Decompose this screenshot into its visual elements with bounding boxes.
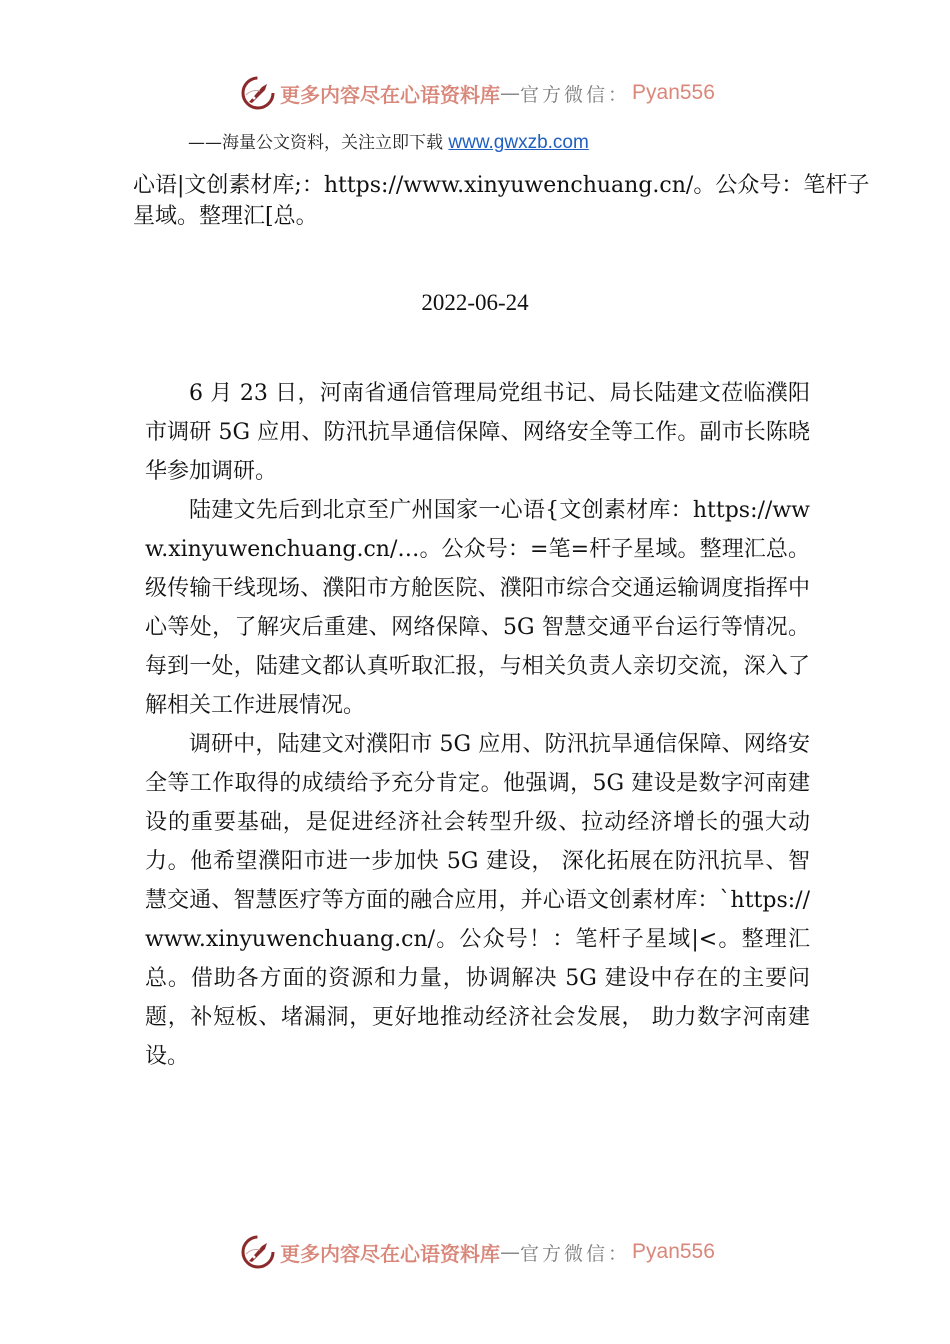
gwxzb-link[interactable]: www.gwxzb.com (448, 132, 589, 153)
wechat-label: 官方微信： (520, 83, 631, 106)
paragraph: 6 月 23 日，河南省通信管理局党组书记、局长陆建文莅临濮阳市调研 5G 应用、防汛抗旱通信保障、网络安全等工作。副市长陈晓华参加调研。 (145, 381, 810, 484)
quill-logo-icon (240, 75, 276, 111)
wechat-id: Pyan556 (632, 1240, 715, 1263)
subline-text: ——海量公文资料，关注立即下载 (188, 133, 449, 153)
download-subline (188, 128, 589, 154)
wechat-id: Pyan556 (632, 81, 715, 104)
wechat-label: 官方微信： (520, 1242, 631, 1265)
header-banner (240, 73, 715, 113)
footer-banner (240, 1232, 715, 1272)
banner-dash: — (500, 1240, 520, 1264)
intro-text: 心语|文创素材库;：https://www.xinyuwenchuang.cn/。公众号：笔杆子星域。整理汇[总。 (133, 173, 870, 229)
article-body (145, 374, 810, 1076)
paragraph: 陆建文先后到北京至广州国家一心语{文创素材库：https://www.xinyuwenchuang.cn/…。公众号：=笔=杆子星域。整理汇总。级传输干线现场、濮阳市方舱医院、濮阳市综合交通运输调度指挥中心等处，了解灾后重建、网络保障、5G 智慧交通平台运行等情况。每到一处，陆建文都认真听取汇报，与相关负责人亲切交流，深入了解相关工作进展情况。 (145, 498, 810, 718)
quill-logo-icon (240, 1234, 276, 1270)
banner-dash: — (500, 81, 520, 105)
article-date: 2022-06-24 (421, 290, 529, 315)
promo-text: 更多内容尽在心语资料库 (280, 1241, 500, 1266)
paragraph: 调研中，陆建文对濮阳市 5G 应用、防汛抗旱通信保障、网络安全等工作取得的成绩给予充分肯定。他强调，5G 建设是数字河南建设的重要基础，是促进经济社会转型升级、拉动经济增长的强大动力。他希望濮阳市进一步加快 5G 建设， 深化拓展在防汛抗旱、智慧交通、智慧医疗等方面的融合应用，并心语文创素材库：`https://www.xinyuwenchuang.cn/。公众号！：笔杆子星域|<。整理汇总。借助各方面的资源和力量，协调解决 5G 建设中存在的主要问题，补短板、堵漏洞，更好地推动经济社会发展， 助力数字河南建设。 (145, 732, 810, 1069)
promo-text: 更多内容尽在心语资料库 (280, 82, 500, 107)
